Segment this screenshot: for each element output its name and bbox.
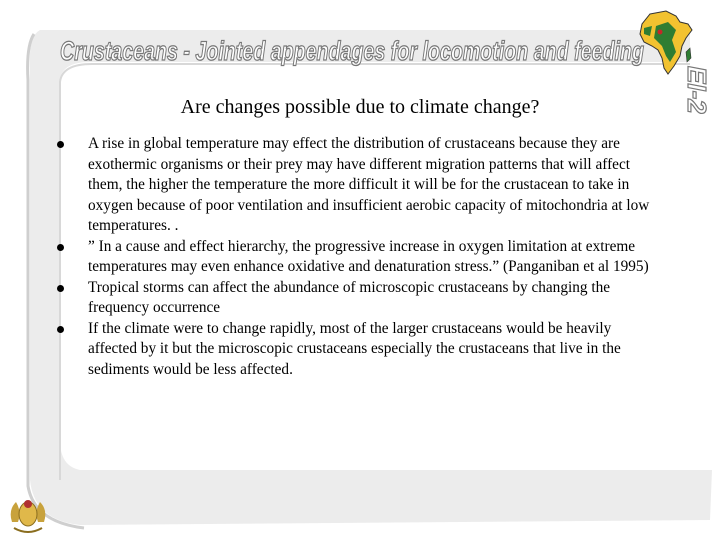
side-code-text: EI-2: [682, 66, 712, 114]
bullet-dot-icon: [57, 285, 64, 292]
list-item: [56, 134, 656, 237]
bullet-list: [56, 134, 656, 380]
list-item: [56, 319, 656, 381]
bullet-text: A rise in global temperature may effect the distribution of crustaceans because they are exothermic organisms or their prey may have different migration patterns that will affect them, the higher the temperature the more difficult it will be for the crustacean to take in oxygen because of poor ventilation and insufficient aerobic capacity of mitochondria at low temperatures. .: [88, 135, 650, 234]
bullet-text: Tropical storms can affect the abundance of microscopic crustaceans by changing the frequency occurrence: [88, 278, 611, 316]
side-code-label: [672, 60, 720, 130]
crest-icon: [4, 492, 52, 536]
banner-title-text: Crustaceans - Jointed appendages for locomotion and feeding: [60, 36, 645, 66]
list-item: [56, 237, 656, 278]
banner-title: [58, 28, 648, 70]
bullet-dot-icon: [57, 244, 64, 251]
list-item: [56, 278, 656, 319]
bullet-text: If the climate were to change rapidly, most of the larger crustaceans would be heavily affected by it but the microscopic crustaceans especially the crustaceans that live in the sediments would be less affected.: [88, 319, 621, 378]
bullet-dot-icon: [57, 141, 64, 148]
bullet-dot-icon: [57, 326, 64, 333]
slide-heading: Are changes possible due to climate change?: [180, 96, 540, 118]
bullet-text: ” In a cause and effect hierarchy, the progressive increase in oxygen limitation at extreme temperatures may even enhance oxidative and denaturation stress.” (Panganiban et al 1995): [88, 237, 649, 275]
